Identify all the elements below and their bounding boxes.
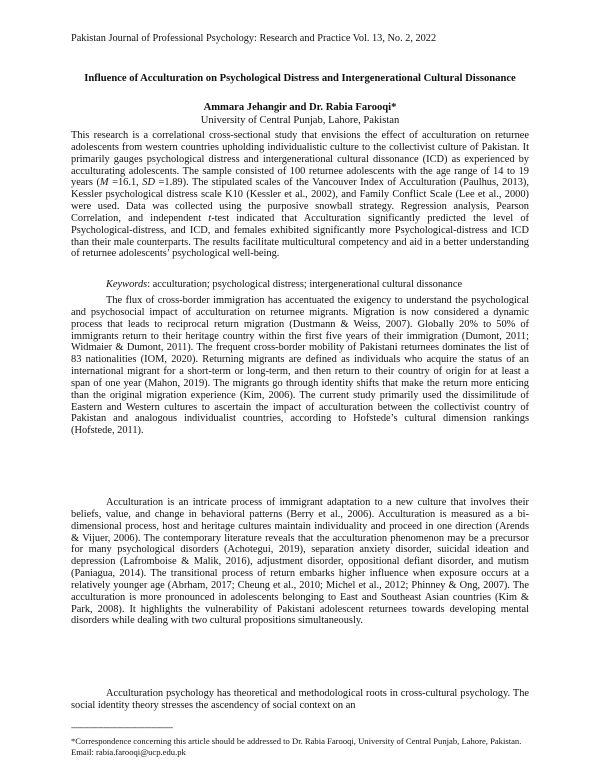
keywords-line <box>106 279 536 291</box>
running-head: Pakistan Journal of Professional Psychology: Research and Practice Vol. 13, No. 2, 2022 <box>71 33 437 44</box>
body-paragraph-2: Acculturation is an intricate process of immigrant adaptation to a new culture that involves their beliefs, value, and change in behavioral patterns (Berry et al., 2006). Acculturation is measured as a bi-dimensional process, host and heritage cultures maintain individuality and proceed in one direction (Arends & Vijuer, 2006). The contemporary literature reveals that the acculturation phenomenon may be a precursor for many psychological disorders (Achotegui, 2019), separation anxiety disorder, suicidal ideation and depression (Lafromboise & Malik, 2016), adjustment disorder, oppositional defiant disorder, and mutism (Paniagua, 2014). The transitional process of return embarks higher influence when exposure occurs at a relatively younger age (Abrham, 2017; Cheung et al., 2010; Michel et al., 2012; Phinney & Ong, 2007). The acculturation is more pronounced in adolescents belonging to East and Southeast Asian countries (Kim & Park, 2008). It highlights the vulnerability of Pakistani adolescent returnees towards developing mental disorders while dealing with two cultural propositions simultaneously. <box>71 497 529 627</box>
keywords-text: : acculturation; psychological distress; intergenerational cultural dissonance <box>147 279 463 290</box>
body-paragraph-3: Acculturation psychology has theoretical and methodological roots in cross-cultural psychology. The social identity theory stresses the ascendency of social context on an <box>71 688 529 711</box>
abstract <box>71 130 529 260</box>
t-symbol: t <box>208 212 212 224</box>
abstract-text-3: -test indicated that Acculturation significantly predicted the level of Psychological-distress, and ICD, and females exhibited significantly more Psychological-distress and ICD than their male counterparts. The results facilitate multicultural competency and aid in a better understanding of returnee adolescents’ psychological well-being. <box>71 212 530 260</box>
author-affiliation: University of Central Punjab, Lahore, Pakistan <box>200 115 400 126</box>
footnote-rule: ----------------------------------------------- <box>71 723 173 732</box>
mean-value: =16.1, <box>108 177 143 189</box>
correspondence-footnote: *Correspondence concerning this article should be addressed to Dr. Rabia Farooqi, University of Central Punjab, Lahore, Pakistan. Email: rabia.farooqi@ucp.edu.pk <box>71 736 522 757</box>
author-names: Ammara Jehangir and Dr. Rabia Farooqi* <box>203 102 397 113</box>
mean-symbol: M <box>99 177 109 189</box>
article-title: Influence of Acculturation on Psychological Distress and Intergenerational Cultural Dissonance <box>84 73 516 84</box>
keywords-label: Keywords <box>106 279 148 290</box>
sd-symbol: SD <box>142 177 155 189</box>
abstract-text-1: This research is a correlational cross-sectional study that envisions the effect of acculturation on returnee adolescents from western countries upholding individualistic culture to the collectivist culture of Pakistan. It primarily gauges psychological distress and intergenerational cultural dissonance (ICD) as experienced by acculturating adolescents. The sample consisted of 100 returnee adolescents with the age range of 14 to 19 years ( <box>71 130 529 189</box>
abstract-text-2: =1.89). The stipulated scales of the Vancouver Index of Acculturation (Paulhus, 2013), Kessler psychological distress scale K10 (Kessler et al., 2002), and Family Conflict Scale (Lee et al., 2000) were used. Data was collected using the purposive snowball strategy. Regression analysis, Pearson Correlation, and independent <box>71 177 529 224</box>
body-paragraph-1: The flux of cross-border immigration has accentuated the exigency to understand the psychological and psychosocial impact of acculturation on returnee migrants. Migration is now considered a dynamic process that leads to reciprocal return migration (Dustmann & Weiss, 2007). Globally 20% to 50% of immigrants return to their heritage country within the first five years of their immigration (Dumont, 2011; Widmaier & Dumont, 2011). The frequent cross-border mobility of Pakistani returnees dominates the list of 83 nationalities (IOM, 2020). Returning migrants are defined as individuals who acquire the status of an international migrant for a short-term or long-term, and then return to their country of origin for at least a span of one year (Mahon, 2019). The migrants go through identity shifts that make the return more enticing than the original migration experience (Kim, 2006). The current study primarily used the dissimilitude of Eastern and Western cultures to ascertain the impact of acculturation between the collectivist country of Pakistan and analogous individualist countries, according to Hofstede’s cultural dimension rankings (Hofstede, 2011). <box>71 295 529 437</box>
